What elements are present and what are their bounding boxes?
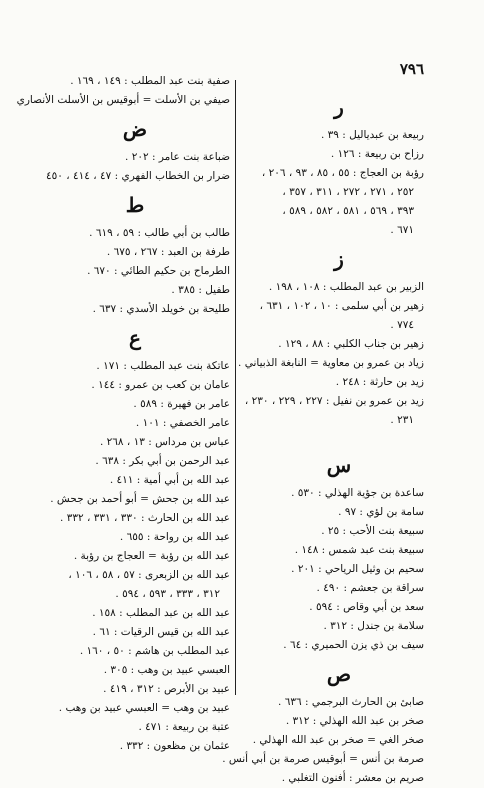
index-entry-continuation: ٢٣١ . [390, 414, 414, 426]
index-entry-continuation: ٧٧٤ . [390, 319, 414, 331]
index-entry: عباس بن مرداس : ١٣ ، ٢٦٨ . [99, 436, 230, 448]
index-entry: رؤبة بن العجاج : ٥٥ ، ٨٥ ، ٩٣ ، ٢٠٦ ، [261, 167, 424, 179]
index-entry: سراقة بن جعشم : ٤٩٠ . [316, 582, 424, 594]
letter-heading: س [326, 453, 352, 477]
index-entry-continuation: ٦٧١ . [390, 224, 414, 236]
index-entry: سيف بن ذي يزن الحميري : ٦٤ . [283, 639, 424, 651]
index-entry: سحيم بن وثيل الرياحي : ٢٠١ . [291, 563, 424, 575]
page-number: ٧٩٦ [399, 60, 424, 78]
index-entry: عثمان بن مظعون : ٣٣٢ . [119, 740, 230, 752]
index-column-right [222, 88, 424, 788]
index-entry: صفية بنت عبد المطلب : ١٤٩ ، ١٦٩ . [70, 75, 230, 87]
spacer [254, 430, 424, 446]
index-entry: ضرار بن الخطاب الفهري : ٤٧ ، ٤١٤ ، ٤٥٠ [46, 170, 230, 182]
index-entry: زيد بن عمرو بن نفيل : ٢٢٧ ، ٢٢٩ ، ٢٣٠ ، [244, 395, 424, 407]
letter-heading: ز [334, 247, 344, 271]
index-entry: زهير بن جناب الكلبي : ٨٨ ، ١٢٩ . [278, 338, 424, 350]
index-entry: رزاح بن ربيعة : ١٢٦ . [330, 148, 424, 160]
index-entry: سلامة بن جندل : ٣١٢ . [323, 620, 424, 632]
index-entry: عامان بن كعب بن عمرو : ١٤٤ . [91, 379, 230, 391]
index-entry: عبيد بن الأبرص : ٣١٢ ، ٤١٩ . [103, 683, 230, 695]
index-entry: صيفي بن الأسلت = أبوقيس بن الأسلت الأنصاري [16, 94, 230, 106]
index-entry: ربيعة بن عبدياليل : ٣٩ . [320, 129, 424, 141]
index-entry: عامر الخصفي : ١٠١ . [135, 417, 230, 429]
index-entry: طفيل : ٣٨٥ . [171, 284, 230, 296]
index-entry: عبد الله بن أبي أمية : ٤١١ . [109, 474, 230, 486]
index-entry: صابئ بن الحارث البرجمي : ٦٣٦ . [278, 696, 424, 708]
index-entry: عبد الله بن الزبعرى : ٥٧ ، ٥٨ ، ١٠٦ ، [68, 569, 230, 581]
letter-heading: ر [334, 95, 344, 119]
index-entry: صخر بن عبد الله الهذلي : ٣١٢ . [285, 715, 424, 727]
index-entry: عبد الله بن عبد المطلب : ١٥٨ . [92, 607, 230, 619]
index-entry: الزبير بن عبد المطلب : ١٠٨ ، ١٩٨ . [268, 281, 424, 293]
index-entry: عبد الله بن رواحة : ٦٥٥ . [119, 531, 230, 543]
index-entry: عامر بن فهيرة : ٥٨٩ . [133, 398, 230, 410]
letter-heading: ط [125, 193, 145, 217]
index-entry: الطرماح بن حكيم الطائي : ٦٧٠ . [87, 265, 230, 277]
index-entry: عبيد بن وهب = العبسي عبيد بن وهب . [58, 702, 230, 714]
index-column-left [16, 72, 230, 756]
column-divider [235, 80, 236, 695]
index-entry: صريم بن معشر : أفنون التغلبي . [281, 772, 424, 784]
index-entry: ساعدة بن جؤية الهذلي : ٥٣٠ . [291, 487, 424, 499]
index-entry: طرفة بن العبد : ٢٦٧ ، ٦٧٥ . [106, 246, 230, 258]
index-entry: عبد الله بن جحش = أبو أحمد بن جحش . [50, 493, 230, 505]
index-entry: عبد الله بن الحارث : ٣٣٠ ، ٣٣١ ، ٣٣٢ . [60, 512, 230, 524]
index-entry: زهير بن أبي سلمى : ١٠ ، ١٠٢ ، ٦٣١ ، [259, 300, 424, 312]
index-entry-continuation: ٣١٢ ، ٣٣٣ ، ٥٩٣ ، ٥٩٤ . [115, 588, 220, 600]
index-entry: صرمة بن أنس = أبوقيس صرمة بن أبي أنس . [222, 753, 424, 765]
index-entry-continuation: ٣٩٣ ، ٥٦٩ ، ٥٨١ ، ٥٨٢ ، ٥٨٩ ، [282, 205, 414, 217]
letter-heading: ص [326, 662, 352, 686]
index-entry: سعد بن أبي وقاص : ٥٩٤ . [309, 601, 424, 613]
index-entry: العبسي عبيد بن وهب : ٣٠٥ . [103, 664, 230, 676]
index-entry: طالب بن أبي طالب : ٥٩ ، ٦١٩ . [89, 227, 230, 239]
index-entry: ضباعة بنت عامر : ٢٠٢ . [125, 151, 230, 163]
index-entry: عاتكة بنت عبد المطلب : ١٧١ . [96, 360, 230, 372]
index-entry: طليحة بن خويلد الأسدي : ٦٣٧ . [92, 303, 230, 315]
index-entry: سبيعة بنت عبد شمس : ١٤٨ . [294, 544, 424, 556]
index-entry: زياد بن عمرو بن معاوية = النابغة الذبياني . [238, 357, 424, 369]
index-entry-continuation: ٢٥٢ ، ٢٧١ ، ٢٧٢ ، ٣١١ ، ٣٥٧ ، [282, 186, 414, 198]
letter-heading: ع [129, 326, 141, 350]
index-entry: عبد الله بن رؤبة = العجاج بن رؤبة . [73, 550, 230, 562]
index-entry: صخر الغي = صخر بن عبد الله الهذلي . [252, 734, 424, 746]
index-entry: عبد الله بن قيس الرقيات : ٦١ . [92, 626, 230, 638]
index-entry: زيد بن حارثة : ٢٤٨ . [335, 376, 424, 388]
index-entry: عتبة بن ربيعة : ٤٧١ . [138, 721, 230, 733]
index-entry: عبد الرحمن بن أبي بكر : ٦٣٨ . [95, 455, 230, 467]
index-entry: سامة بن لؤي : ٩٧ . [338, 506, 424, 518]
index-entry: سبيعة بنت الأحب : ٢٥ . [321, 525, 424, 537]
index-entry: عبد المطلب بن هاشم : ٥٠ ، ١٦٠ . [79, 645, 230, 657]
letter-heading: ض [122, 117, 148, 141]
